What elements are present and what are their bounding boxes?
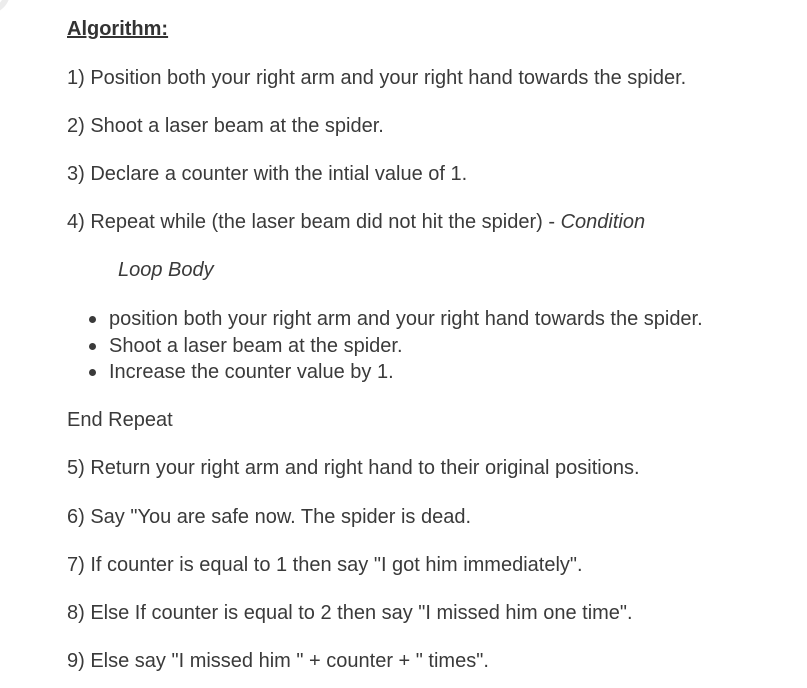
- step-6: 6) Say "You are safe now. The spider is dead.: [67, 506, 472, 528]
- end-repeat: End Repeat: [67, 409, 173, 431]
- step-9: 9) Else say "I missed him " + counter + " times".: [67, 650, 489, 672]
- list-item-text: Shoot a laser beam at the spider.: [109, 334, 403, 357]
- loop-body-label: Loop Body: [118, 259, 214, 281]
- step-2: 2) Shoot a laser beam at the spider.: [67, 115, 384, 137]
- list-item-text: position both your right arm and your right hand towards the spider.: [109, 308, 703, 330]
- step-5: 5) Return your right arm and right hand to their original positions.: [67, 457, 640, 479]
- step-3: 3) Declare a counter with the intial value of 1.: [67, 163, 468, 185]
- step-4: [67, 210, 645, 234]
- list-item: [89, 359, 703, 386]
- bullet-icon: [89, 343, 96, 350]
- step-4-text: 4) Repeat while (the laser beam did not hit the spider) -: [67, 211, 561, 233]
- step-1: 1) Position both your right arm and your right hand towards the spider.: [67, 67, 687, 89]
- step-8: 8) Else If counter is equal to 2 then say "I missed him one time".: [67, 602, 633, 624]
- list-item: [89, 333, 703, 360]
- corner-decoration: [0, 0, 10, 14]
- step-7: 7) If counter is equal to 1 then say "I got him immediately".: [67, 554, 583, 576]
- bullet-icon: [89, 369, 96, 376]
- loop-body-list: [89, 306, 703, 386]
- list-item-text: Increase the counter value by 1.: [109, 361, 394, 383]
- bullet-icon: [89, 316, 96, 323]
- list-item: [89, 306, 703, 333]
- step-4-condition: Condition: [560, 211, 646, 233]
- algorithm-heading: Algorithm:: [67, 18, 169, 40]
